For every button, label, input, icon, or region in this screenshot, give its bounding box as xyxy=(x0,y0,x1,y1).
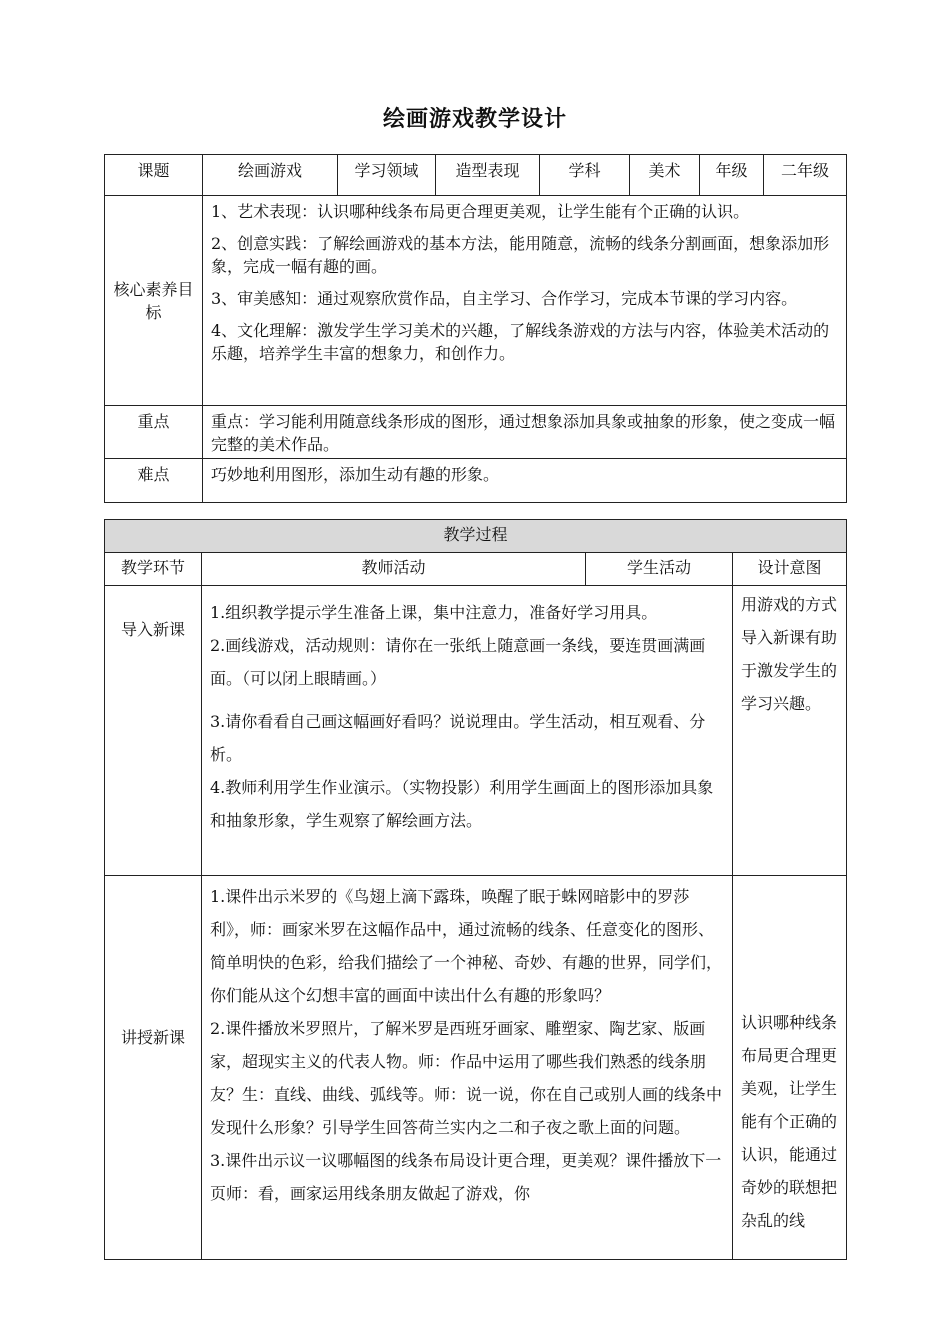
column-header: 教师活动 xyxy=(202,553,586,586)
field-label: 学习领域 xyxy=(338,155,436,196)
goal-item: 3、审美感知：通过观察欣赏作品，自主学习、合作学习，完成本节课的学习内容。 xyxy=(211,289,798,308)
difficulty-label: 难点 xyxy=(105,459,203,503)
table-row xyxy=(105,586,847,876)
goal-item: 2、创意实践：了解绘画游戏的基本方法，能用随意，流畅的线条分割画面，想象添加形象，完成一幅有趣的画。 xyxy=(211,234,830,276)
teacher-step: 2.画线游戏，活动规则：请你在一张纸上随意画一条线，要连贯画满画面。（可以闭上眼睛画。） xyxy=(210,636,706,688)
column-header: 教学环节 xyxy=(105,553,202,586)
grade-value: 二年级 xyxy=(764,155,847,196)
subject-value: 美术 xyxy=(630,155,700,196)
topic-label: 课题 xyxy=(105,155,203,196)
field-value: 造型表现 xyxy=(436,155,540,196)
table-row xyxy=(105,876,847,1260)
key-point-label: 重点 xyxy=(105,406,203,459)
topic-value: 绘画游戏 xyxy=(203,155,338,196)
page-title: 绘画游戏教学设计 xyxy=(382,107,567,132)
design-intent-cell: 用游戏的方式导入新课有助于激发学生的学习兴趣。 xyxy=(733,586,847,876)
goals-content xyxy=(203,196,847,406)
column-header: 学生活动 xyxy=(586,553,733,586)
goal-item: 4、文化理解：激发学生学习美术的兴趣，了解线条游戏的方法与内容，体验美术活动的乐趣，培养学生丰富的想象力，和创作力。 xyxy=(211,321,830,363)
goals-label: 核心素养目 标 xyxy=(105,196,203,406)
key-point-text: 重点：学习能利用随意线条形成的图形，通过想象添加具象或抽象的形象，使之变成一幅完整的美术作品。 xyxy=(203,406,847,459)
stage-cell: 讲授新课 xyxy=(105,876,202,1260)
column-header: 设计意图 xyxy=(733,553,847,586)
process-header: 教学过程 xyxy=(105,520,847,553)
difficulty-text: 巧妙地利用图形，添加生动有趣的形象。 xyxy=(203,459,847,503)
teacher-activity-cell xyxy=(202,586,733,876)
teacher-activity-cell xyxy=(202,876,733,1260)
teacher-step: 4.教师利用学生作业演示。（实物投影）利用学生画面上的图形添加具象和抽象形象，学生观察了解绘画方法。 xyxy=(210,778,714,830)
teacher-step: 1.课件出示米罗的《鸟翅上滴下露珠，唤醒了眠于蛛网暗影中的罗莎利》，师：画家米罗在这幅作品中，通过流畅的线条、任意变化的图形、简单明快的色彩，给我们描绘了一个神秘、奇妙、有趣的世界，同学们，你们能从这个幻想丰富的画面中读出什么有趣的形象吗？ xyxy=(210,887,723,1005)
teacher-step: 2.课件播放米罗照片，了解米罗是西班牙画家、雕塑家、陶艺家、版画家，超现实主义的代表人物。师：作品中运用了哪些我们熟悉的线条朋友？生：直线、曲线、弧线等。师：说一说，你在自己或别人画的线条中发现什么形象？引导学生回答荷兰实内之二和子夜之歌上面的问题。 xyxy=(210,1019,723,1137)
design-intent-cell: 认识哪种线条布局更合理更美观，让学生能有个正确的认识，能通过奇妙的联想把杂乱的线 xyxy=(733,876,847,1260)
process-table xyxy=(104,519,847,1260)
grade-label: 年级 xyxy=(700,155,764,196)
stage-cell: 导入新课 xyxy=(105,586,202,876)
info-table xyxy=(104,154,847,503)
teacher-step: 3.请你看看自己画这幅画好看吗？说说理由。学生活动，相互观看、分析。 xyxy=(210,712,706,764)
teacher-step: 1.组织教学提示学生准备上课，集中注意力，准备好学习用具。 xyxy=(210,603,658,622)
teacher-step: 3.课件出示议一议哪幅图的线条布局设计更合理，更美观？课件播放下一页师：看，画家运用线条朋友做起了游戏，你 xyxy=(210,1151,722,1203)
goal-item: 1、艺术表现：认识哪种线条布局更合理更美观，让学生能有个正确的认识。 xyxy=(211,202,750,221)
subject-label: 学科 xyxy=(540,155,630,196)
